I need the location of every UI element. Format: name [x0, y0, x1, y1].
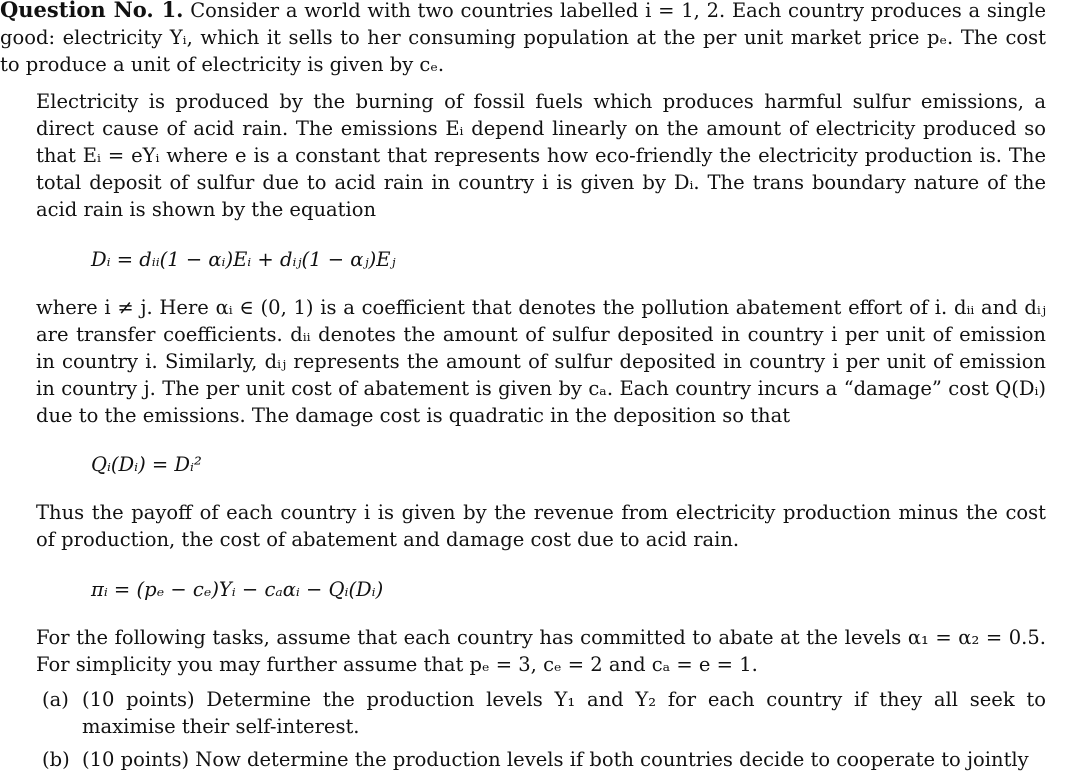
deposit-equation: Dᵢ = dᵢᵢ(1 − αᵢ)Eᵢ + dᵢⱼ(1 − αⱼ)Eⱼ — [91, 248, 396, 271]
task-b-text: (10 points) Now determine the production levels if both countries decide to cooperate to jointly — [82, 748, 1029, 771]
question-heading: Question No. 1. — [0, 0, 184, 22]
task-b — [42, 746, 1046, 773]
task-a-text: (10 points) Determine the production levels Y₁ and Y₂ for each country if they all seek to maximise their self-interest. — [82, 688, 1046, 738]
damage-equation: Qᵢ(Dᵢ) = Dᵢ² — [91, 453, 202, 476]
task-a-label: (a) — [42, 688, 69, 711]
payoff-paragraph: Thus the payoff of each country i is given by the revenue from electricity production minus the cost of production, the cost of abatement and damage cost due to acid rain. — [36, 501, 1046, 551]
emissions-paragraph: Electricity is produced by the burning of fossil fuels which produces harmful sulfur emissions, a direct cause of acid rain. The emissions Eᵢ depend linearly on the amount of electricity produced so that Eᵢ = eYᵢ where e is a constant that represents how eco-friendly the electricity production is. The total deposit of sulfur due to acid rain in country i is given by Dᵢ. The trans boundary nature of the acid rain is shown by the equation — [36, 90, 1046, 221]
assumptions-paragraph: For the following tasks, assume that each country has committed to abate at the levels α₁ = α₂ = 0.5. For simplicity you may further assume that pₑ = 3, cₑ = 2 and cₐ = e = 1. — [36, 626, 1046, 676]
question-intro-paragraph — [0, 0, 1046, 78]
task-a — [42, 686, 1046, 740]
task-b-label: (b) — [42, 748, 70, 771]
payoff-equation: πᵢ = (pₑ − cₑ)Yᵢ − cₐαᵢ − Qᵢ(Dᵢ) — [91, 578, 384, 601]
question-intro-text: Consider a world with two countries labelled i = 1, 2. Each country produces a single good: electricity Yᵢ, which it sells to her consuming population at the per unit market price pₑ. The cost to produce a unit of electricity is given by cₑ. — [0, 0, 1046, 76]
abatement-paragraph: where i ≠ j. Here αᵢ ∈ (0, 1) is a coefficient that denotes the pollution abatement effort of i. dᵢᵢ and dᵢⱼ are transfer coefficients. dᵢᵢ denotes the amount of sulfur deposited in country i per unit of emission in country i. Similarly, dᵢⱼ represents the amount of sulfur deposited in country i per unit of emission in country j. The per unit cost of abatement is given by cₐ. Each country incurs a “damage” cost Q(Dᵢ) due to the emissions. The damage cost is quadratic in the deposition so that — [36, 296, 1046, 427]
